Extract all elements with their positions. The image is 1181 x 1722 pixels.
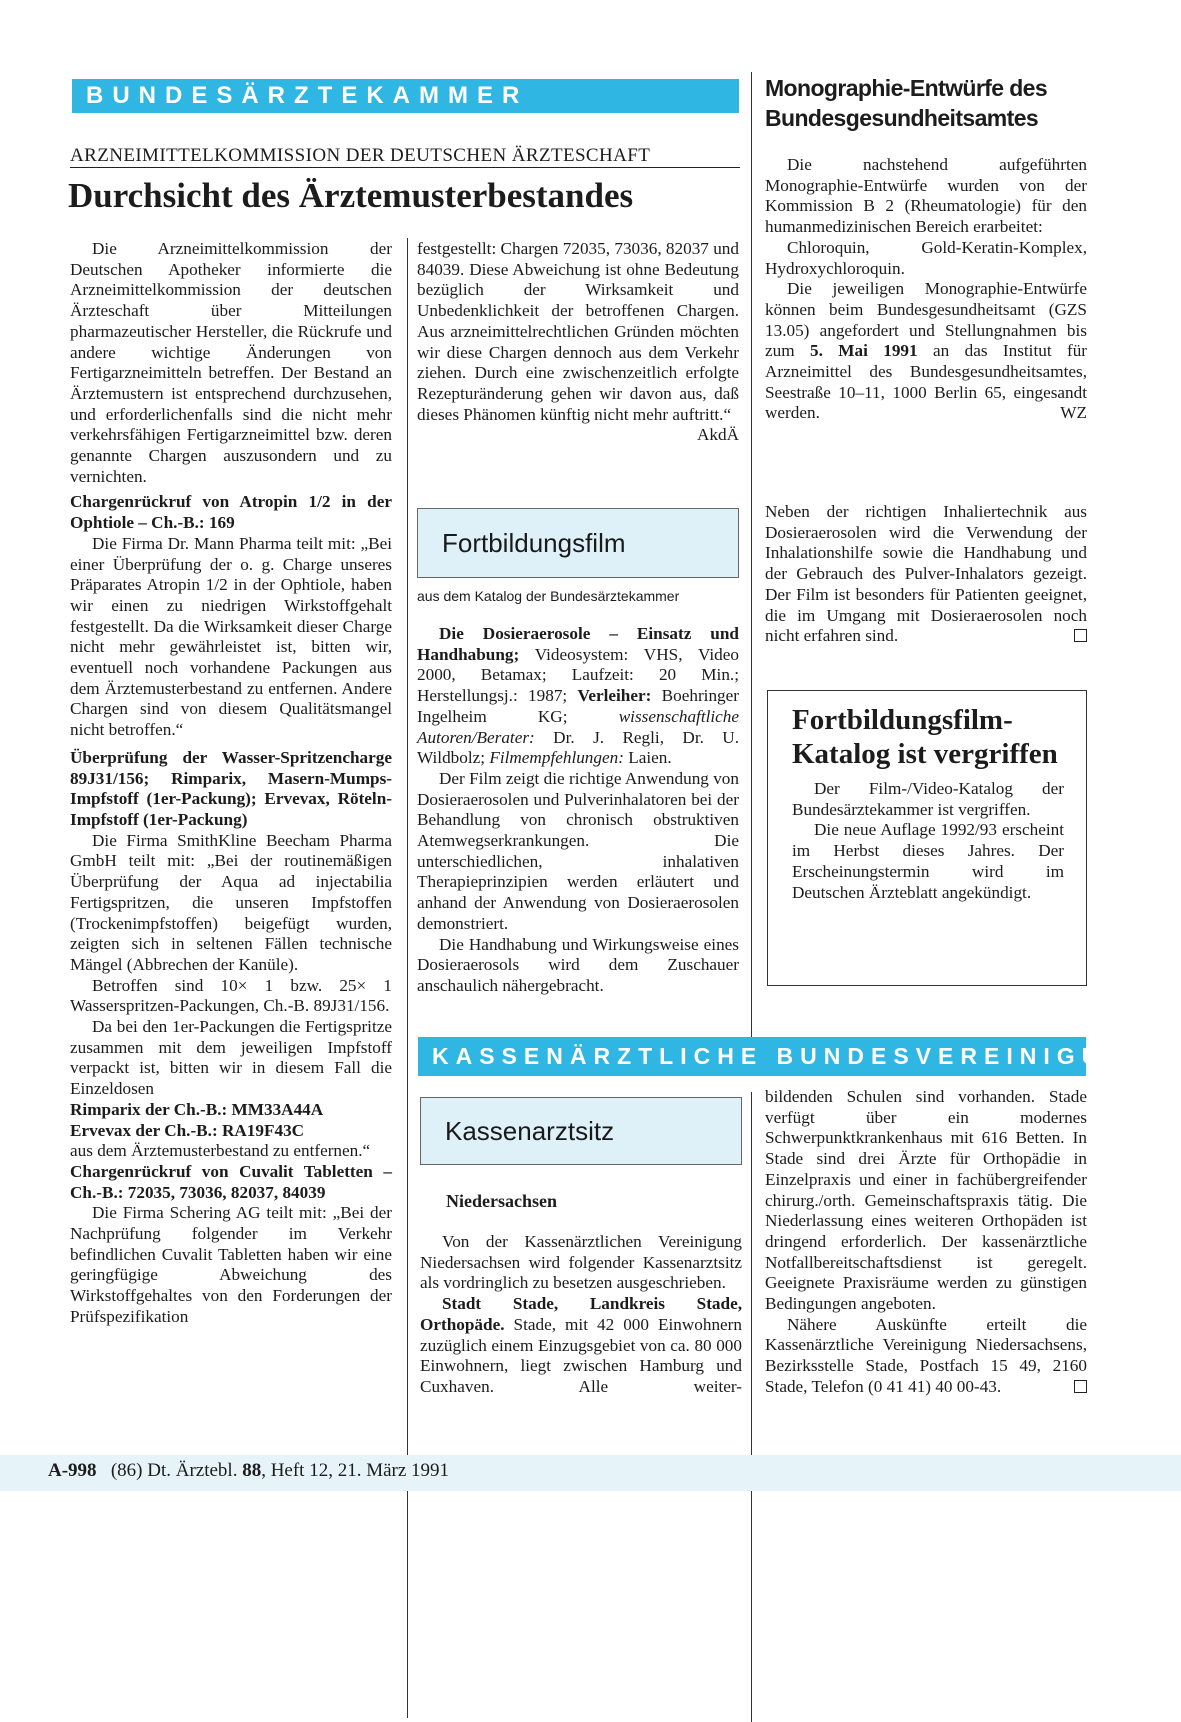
paragraph: [417, 239, 739, 445]
charge-rimparix: Rimparix der Ch.-B.: MM33A44A: [70, 1099, 324, 1119]
film-details: [417, 624, 739, 769]
paragraph-text: Neben der richtigen Inhaliertechnik aus Dosieraerosolen wird die Verwendung der Inhalationshilfe sowie die Handhabung und der Gebrauch des Pulver-Inhalators gezeigt. Der Film ist besonders für Patienten geeignet, die im Umgang mit Dosieraerosolen noch nicht erfahren sind.: [765, 502, 1087, 646]
subheading-wasserspritzen: Überprüfung der Wasser-Spritzencharge 89J31/156; Rimparix, Masern-Mumps-Impfstoff (1er-Packung); Ervevax, Röteln-Impfstoff (1er-Packung): [70, 747, 392, 829]
footer-journal: (86) Dt. Ärztebl.: [110, 1460, 238, 1481]
film-advisors-label: wissenschaftliche Autoren/Berater:: [417, 706, 739, 747]
kv-column-2: [420, 1232, 742, 1398]
region-heading: Niedersachsen: [446, 1191, 557, 1211]
subheading-atropin: Chargenrückruf von Atropin 1/2 in der Ophtiole – Ch.-B.: 169: [70, 492, 392, 533]
paragraph: Die Handhabung und Wirkungsweise eines Dosieraerosols wird dem Zuschauer anschaulich nähergebracht.: [417, 934, 739, 995]
fortbildungsfilm-title: Fortbildungsfilm: [442, 528, 626, 558]
monographie-title: Monographie-Entwürfe des Bundesgesundheitsamtes: [765, 75, 1048, 131]
film-advisors: Dr. J. Regli, Dr. U. Wildbolz;: [417, 727, 740, 768]
paragraph-text: festgestellt: Chargen 72035, 73036, 82037 und 84039. Diese Abweichung ist ohne Bedeutung bezüglich der Wirksamkeit und Unbedenklichkeit der betroffenen Chargen. Aus arzneimittelrechtlichen Gründen möchten wir diese Chargen dennoch aus dem Verkehr ziehen. Durch eine zwischenzeitlich erfolgte Rezepturänderung gehen wir davon aus, daß dieses Phänomen künftig nicht mehr auftritt.“: [417, 239, 739, 424]
paragraph: Betroffen sind 10× 1 bzw. 25× 1 Wasserspritzen-Packungen, Ch.-B. 89J31/156.: [70, 975, 392, 1016]
paragraph: Der Film zeigt die richtige Anwendung von Dosieraerosolen und Pulverinhalatoren bei der Behandlung von chronisch obstruktiven Atemwegserkrankungen. Die unterschiedlichen, inhalativen Therapieprinzipien werden erläutert und anhand der Anwendung von Dosieraerosolen demonstriert.: [417, 768, 739, 933]
paragraph-text: Stade, mit 42 000 Einwohnern zuzüglich einem Einzugsgebiet von ca. 80 000 Einwohnern, liegt zwischen Hamburg und Cuxhaven. Alle weiter-: [420, 1314, 742, 1396]
katalog-vergriffen-box: [767, 690, 1087, 986]
signature-wz: WZ: [1060, 403, 1087, 423]
paragraph: Chloroquin, Gold-Keratin-Komplex, Hydroxychloroquin.: [765, 237, 1087, 278]
fortbildungsfilm-box: [417, 508, 739, 578]
paragraph: [765, 502, 1087, 647]
section-banner-bundesaerztekammer: BUNDESÄRZTEKAMMER: [72, 79, 739, 113]
paragraph: Da bei den 1er-Packungen die Fertigspritze zusammen mit dem jeweiligen Impfstoff verpackt ist, bitten wir in diesem Fall die Einzeldosen: [70, 1017, 392, 1099]
end-square-icon: [1074, 629, 1087, 642]
paragraph: Die Firma Schering AG teilt mit: „Bei der Nachprüfung folgender im Verkehr befindlichen Cuvalit Tabletten haben wir eine geringfügige Abweichung des Wirkstoffgehaltes von den Forderungen der Prüfspezifikation: [70, 1203, 392, 1326]
signature-akdae: AkdÄ: [696, 425, 739, 445]
charge-ervevax: Ervevax der Ch.-B.: RA19F43C: [70, 1120, 305, 1140]
intro-paragraph: Die Arzneimittelkommission der Deutschen Apotheker informierte die Arzneimittelkommission der deutschen Ärzteschaft über Mitteilungen pharmazeutischer Hersteller, die Rückrufe und andere wichtige Änderungen von Fertigarzneimitteln betreffen. Der Bestand an Ärztemustern ist entsprechend durchzusehen, und erforderlichenfalls sind die nicht mehr verkehrsfähigen Fertigarzneimittel bzw. deren genannte Chargen auszusondern und zu vernichten.: [70, 239, 392, 486]
kassenarztsitz-title: Kassenarztsitz: [445, 1116, 615, 1146]
paragraph: Der Film-/Video-Katalog der Bundesärztekammer ist vergriffen.: [792, 779, 1064, 819]
film-source: aus dem Katalog der Bundesärztekammer: [417, 588, 680, 604]
column-2-film: [417, 624, 739, 997]
paragraph: Die Firma SmithKline Beecham Pharma GmbH teilt mit: „Bei der routinemäßigen Überprüfung der Aqua ad injectabilia Fertigspritzen, die unseren Impfstoffen (Trockenimpfstoffen) beigefügt wurden, zeigten sich in seltenen Fällen technische Mängel (Abbrechen der Kanüle).: [70, 830, 392, 974]
film-meta: Videosystem: VHS, Video 2000, Betamax; Laufzeit: 20 Min.; Herstellungsj.: 1987;: [417, 644, 739, 706]
kicker-rule: [70, 167, 740, 168]
film-reco: Laien.: [628, 748, 672, 768]
location-heading: Stadt Stade, Landkreis Stade, Orthopäde.: [420, 1294, 742, 1334]
footer-issue: , Heft 12, 21. März 1991: [261, 1460, 450, 1481]
column-3-monographie: [765, 155, 1087, 424]
page-number: A-998: [48, 1460, 97, 1481]
column-1-akdae: [70, 239, 392, 1328]
paragraph-text: an das Institut für Arzneimittel des Bundesgesundheitsamtes, Seestraße 10–11, 1000 Berlin 65, eingesandt werden.: [765, 341, 1088, 423]
film-lender-label: Verleiher:: [577, 686, 652, 706]
deadline-date: 5. Mai 1991: [809, 341, 918, 361]
footer-volume: 88: [242, 1460, 262, 1481]
footer-citation: [48, 1460, 449, 1482]
film-lender: Boehringer Ingelheim KG;: [417, 686, 739, 726]
kv-column-3: [765, 1087, 1087, 1398]
end-square-icon: [1074, 1380, 1087, 1393]
kicker: ARZNEIMITTELKOMMISSION DER DEUTSCHEN ÄRZTESCHAFT: [70, 145, 651, 166]
headline: Durchsicht des Ärztemusterbestandes: [68, 176, 634, 215]
paragraph: Die neue Auflage 1992/93 erscheint im Herbst dieses Jahres. Der Erscheinungstermin wird im Deutschen Ärzteblatt angekündigt.: [792, 820, 1064, 902]
paragraph: Die Firma Dr. Mann Pharma teilt mit: „Bei einer Überprüfung der o. g. Charge unseres Präparates Atropin 1/2 in der Ophtiole, haben wir einen zu niedrigen Wirkstoffgehalt festgestellt. Da die Wirksamkeit dieser Charge nicht mehr gewährleistet ist, bitten wir, eventuell noch vorhandene Packungen aus dem Ärztemusterbestand zu entfernen. Andere Chargen sind von diesem Qualitätsmangel nicht betroffen.“: [70, 533, 392, 740]
paragraph: [765, 1315, 1087, 1398]
katalog-box-title: Fortbildungsfilm-Katalog ist vergriffen: [792, 704, 1058, 770]
film-reco-label: Filmempfehlungen:: [489, 748, 624, 768]
column-separator: [751, 72, 752, 1037]
paragraph: Die nachstehend aufgeführten Monographie-Entwürfe wurden von der Kommission B 2 (Rheumatologie) für den humanmedizinischen Bereich erarbeitet:: [765, 155, 1087, 237]
paragraph: [420, 1294, 742, 1398]
paragraph-text: Nähere Auskünfte erteilt die Kassenärztliche Vereinigung Niedersachsens, Bezirksstelle Stade, Postfach 15 49, 2160 Stade, Telefon (0 41 41) 40 00-43.: [765, 1314, 1087, 1396]
column-3-film-continued: [765, 502, 1087, 647]
kassenarztsitz-box: [420, 1097, 742, 1165]
paragraph: bildenden Schulen sind vorhanden. Stade verfügt über ein modernes Schwerpunktkrankenhaus mit 616 Betten. In Stade sind drei Ärzte für Orthopädie in Einzelpraxis und einer in fachübergreifender chirurg./orth. Gemeinschaftspraxis tätig. Die Niederlassung eines weiteren Orthopäden ist dringend erforderlich. Der kassenärztliche Notfallbereitschaftsdienst ist geregelt. Geeignete Praxisräume werden zu günstigen Bedingungen angeboten.: [765, 1087, 1087, 1314]
paragraph: Von der Kassenärztlichen Vereinigung Niedersachsen wird folgender Kassenarztsitz als vordringlich zu besetzen ausgeschrieben.: [420, 1232, 742, 1293]
film-name: Die Dosieraerosole – Einsatz und Handhabung;: [417, 624, 739, 664]
paragraph: aus dem Ärztemusterbestand zu entfernen.“: [70, 1141, 371, 1161]
paragraph: [765, 279, 1087, 424]
subheading-cuvalit: Chargenrückruf von Cuvalit Tabletten – Ch.-B.: 72035, 73036, 82037, 84039: [70, 1161, 392, 1202]
paragraph-text: Die jeweiligen Monographie-Entwürfe können beim Bundesgesundheitsamt (GZS 13.05) angefordert und Stellungnahmen bis zum: [765, 279, 1087, 361]
section-banner-kbv: KASSENÄRZTLICHE BUNDESVEREINIGUNG: [418, 1037, 1086, 1076]
column-separator: [407, 238, 408, 1718]
column-separator: [751, 1092, 752, 1722]
column-2-akdae-continued: [417, 239, 739, 446]
